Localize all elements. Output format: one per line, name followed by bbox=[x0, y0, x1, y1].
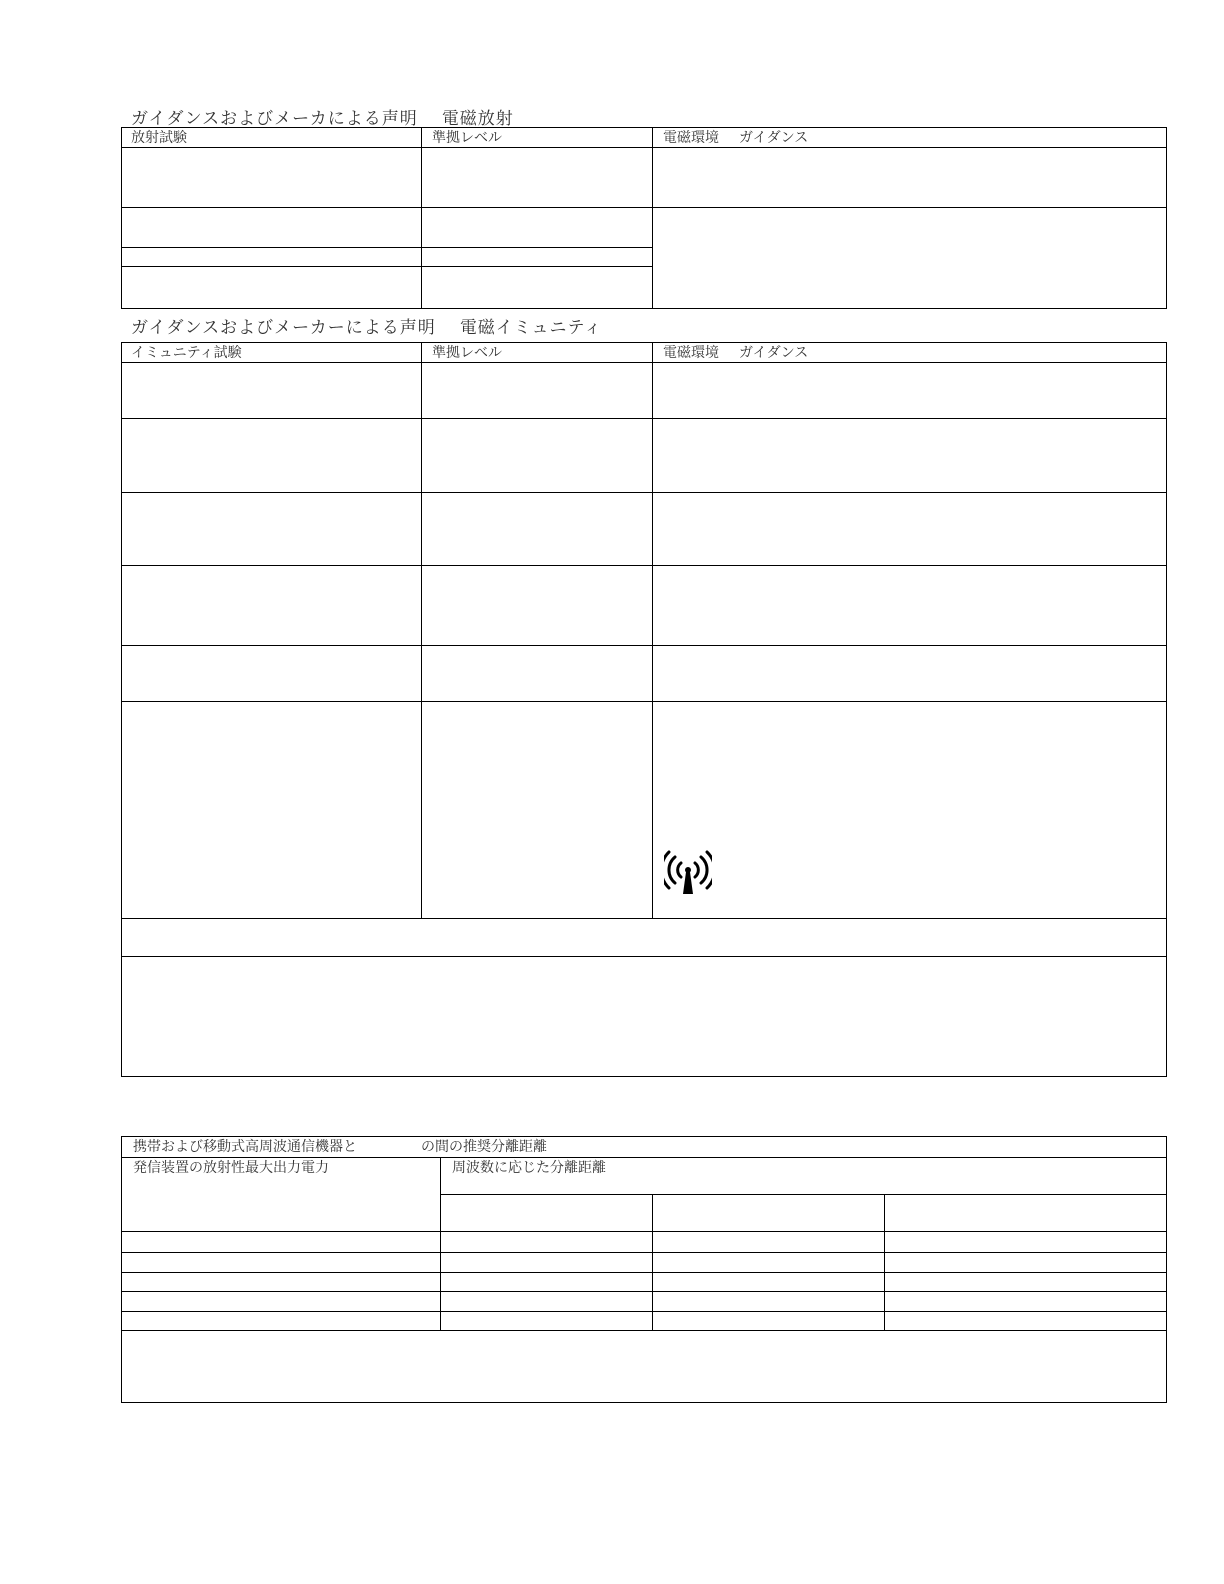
emission-section-title bbox=[131, 104, 514, 129]
emission-table bbox=[121, 127, 1167, 309]
immunity-header-test: イミュニティ試験 bbox=[131, 345, 242, 361]
separation-table bbox=[121, 1136, 1167, 1403]
emission-header-level: 準拠レベル bbox=[432, 130, 502, 146]
immunity-title-main: ガイダンスおよびメーカーによる声明 bbox=[131, 318, 436, 338]
emission-title-main: ガイダンスおよびメーカによる声明 bbox=[131, 109, 418, 129]
emission-header-test: 放射試験 bbox=[131, 130, 187, 146]
immunity-table bbox=[121, 342, 1167, 1077]
radio-antenna-icon bbox=[664, 850, 712, 896]
separation-header-power: 発信装置の放射性最大出力電力 bbox=[133, 1160, 329, 1176]
immunity-header-guidance-b: ガイダンス bbox=[739, 345, 809, 361]
immunity-header-guidance-a: 電磁環境 bbox=[663, 345, 719, 361]
emission-header-guidance-a: 電磁環境 bbox=[663, 130, 719, 146]
immunity-title-sub: 電磁イミュニティ bbox=[459, 318, 603, 338]
emission-header-guidance-b: ガイダンス bbox=[739, 130, 809, 146]
immunity-section-title bbox=[131, 313, 602, 338]
separation-title-a: 携帯および移動式高周波通信機器と bbox=[133, 1139, 357, 1155]
separation-header-distance: 周波数に応じた分離距離 bbox=[452, 1160, 606, 1176]
separation-title bbox=[133, 1139, 547, 1155]
immunity-header-level: 準拠レベル bbox=[432, 345, 502, 361]
separation-title-b: の間の推奨分離距離 bbox=[421, 1139, 547, 1155]
immunity-header-guidance bbox=[663, 345, 808, 361]
emission-header-guidance bbox=[663, 130, 808, 146]
emission-title-sub: 電磁放射 bbox=[441, 109, 514, 129]
